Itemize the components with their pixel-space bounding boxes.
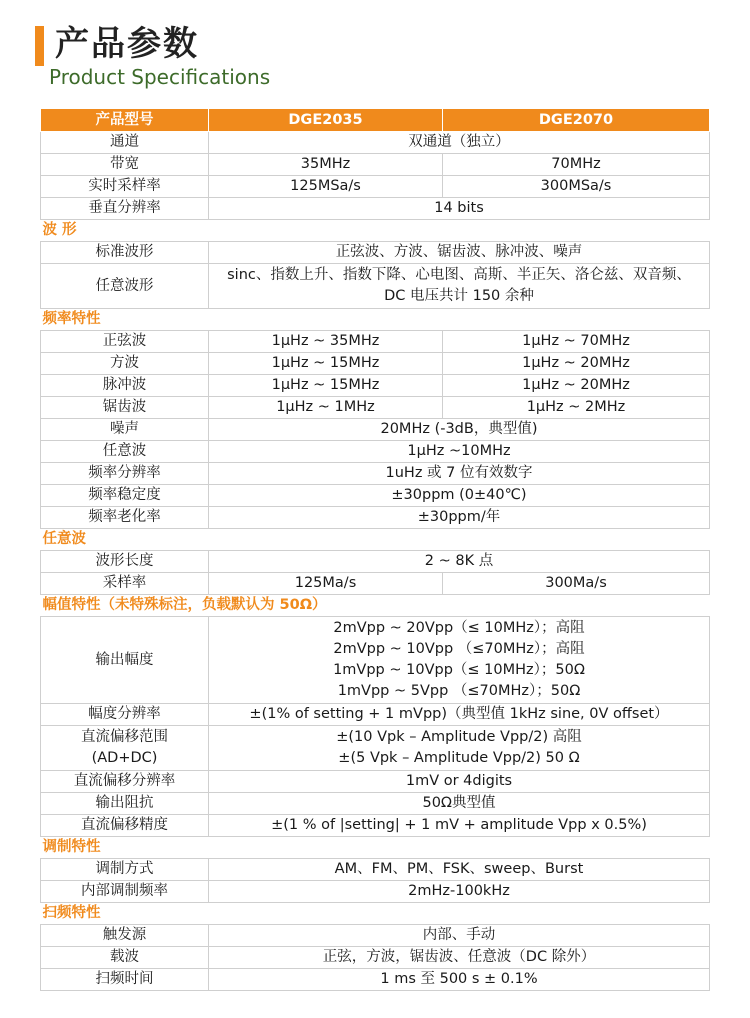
row-value: AM、FM、PM、FSK、sweep、Burst — [209, 859, 710, 881]
row-value: 内部、手动 — [209, 925, 710, 947]
row-value: 1 ms 至 500 s ± 0.1% — [209, 969, 710, 991]
value-line: 1mVpp ~ 5Vpp （≤70MHz）；50Ω — [337, 683, 581, 699]
row-label: 内部调制频率 — [41, 881, 209, 903]
row-value-a: 125MSa/s — [209, 176, 443, 198]
row-value: ±30ppm (0±40℃) — [209, 485, 710, 507]
row-value: ±30ppm/年 — [209, 507, 710, 529]
table-row — [41, 793, 710, 815]
table-row — [41, 176, 710, 198]
table-row — [41, 573, 710, 595]
row-label: 频率老化率 — [41, 507, 209, 529]
spec-table — [40, 108, 710, 991]
table-header-row — [41, 109, 710, 132]
row-label: 带宽 — [41, 154, 209, 176]
section-title-arbitrary: 任意波 — [41, 529, 710, 551]
table-row — [41, 375, 710, 397]
section-row — [41, 309, 710, 331]
row-value-a: 125Ma/s — [209, 573, 443, 595]
row-value: ±(1% of setting + 1 mVpp)（典型值 1kHz sine, 0V offset） — [209, 704, 710, 726]
table-row — [41, 859, 710, 881]
value-line: ±(10 Vpk – Amplitude Vpp/2) 高阻 — [336, 729, 582, 745]
row-value: 2mHz-100kHz — [209, 881, 710, 903]
row-label: 直流偏移精度 — [41, 815, 209, 837]
table-row — [41, 925, 710, 947]
row-value: 50Ω典型值 — [209, 793, 710, 815]
row-value-a: 1μHz ~ 1MHz — [209, 397, 443, 419]
value-line: sinc、指数上升、指数下降、心电图、高斯、半正矢、洛仑兹、双音频、 — [227, 267, 691, 283]
page-subtitle: Product Specifications — [49, 65, 271, 89]
section-row — [41, 903, 710, 925]
table-row — [41, 397, 710, 419]
section-row — [41, 529, 710, 551]
section-row — [41, 595, 710, 617]
table-row — [41, 704, 710, 726]
row-value: 20MHz (-3dB，典型值) — [209, 419, 710, 441]
row-label: 锯齿波 — [41, 397, 209, 419]
table-row — [41, 353, 710, 375]
row-value: 1μHz ~10MHz — [209, 441, 710, 463]
row-label: 脉冲波 — [41, 375, 209, 397]
section-title-waveform: 波 形 — [41, 220, 710, 242]
value-line: DC 电压共计 150 余种 — [384, 288, 534, 304]
table-row — [41, 617, 710, 704]
row-label: 正弦波 — [41, 331, 209, 353]
row-value — [209, 617, 710, 704]
row-label: 标准波形 — [41, 242, 209, 264]
row-label: 频率稳定度 — [41, 485, 209, 507]
row-label: 任意波形 — [41, 264, 209, 309]
row-label: 幅度分辨率 — [41, 704, 209, 726]
row-label: 采样率 — [41, 573, 209, 595]
row-value-b: 1μHz ~ 20MHz — [443, 375, 710, 397]
value-line: 2mVpp ~ 20Vpp（≤ 10MHz）；高阻 — [333, 620, 585, 636]
row-value: ±(1 % of |setting| + 1 mV + amplitude Vpp x 0.5%) — [209, 815, 710, 837]
row-label: 载波 — [41, 947, 209, 969]
row-label: 方波 — [41, 353, 209, 375]
table-row — [41, 441, 710, 463]
row-value-a: 1μHz ~ 35MHz — [209, 331, 443, 353]
row-label: 通道 — [41, 132, 209, 154]
row-label: 任意波 — [41, 441, 209, 463]
table-row — [41, 154, 710, 176]
row-value-a: 35MHz — [209, 154, 443, 176]
col-header-model: 产品型号 — [41, 109, 209, 132]
row-label: 实时采样率 — [41, 176, 209, 198]
row-label: 输出阻抗 — [41, 793, 209, 815]
section-title-modulation: 调制特性 — [41, 837, 710, 859]
section-row — [41, 220, 710, 242]
row-value: 双通道（独立） — [209, 132, 710, 154]
row-label: 输出幅度 — [41, 617, 209, 704]
col-header-dge2070: DGE2070 — [443, 109, 710, 132]
table-row — [41, 881, 710, 903]
section-title-sweep: 扫频特性 — [41, 903, 710, 925]
row-value: 14 bits — [209, 198, 710, 220]
row-value: 1mV or 4digits — [209, 771, 710, 793]
page-title: 产品参数 — [55, 24, 199, 64]
table-row — [41, 132, 710, 154]
table-row — [41, 419, 710, 441]
table-row — [41, 507, 710, 529]
row-value: 1uHz 或 7 位有效数字 — [209, 463, 710, 485]
row-value — [209, 726, 710, 771]
table-row — [41, 551, 710, 573]
row-label — [41, 726, 209, 771]
row-value-b: 1μHz ~ 70MHz — [443, 331, 710, 353]
section-title-amplitude: 幅值特性（未特殊标注，负载默认为 50Ω） — [41, 595, 710, 617]
value-line: 1mVpp ~ 10Vpp（≤ 10MHz）；50Ω — [333, 662, 585, 678]
section-title-frequency: 频率特性 — [41, 309, 710, 331]
row-value-b: 300MSa/s — [443, 176, 710, 198]
page-header — [35, 18, 715, 88]
row-value-b: 300Ma/s — [443, 573, 710, 595]
table-row — [41, 771, 710, 793]
row-label: 垂直分辨率 — [41, 198, 209, 220]
value-line: 2mVpp ~ 10Vpp （≤70MHz）；高阻 — [333, 641, 585, 657]
row-label: 触发源 — [41, 925, 209, 947]
table-row — [41, 969, 710, 991]
table-row — [41, 242, 710, 264]
row-label: 扫频时间 — [41, 969, 209, 991]
title-accent-bar — [35, 26, 44, 66]
table-row — [41, 198, 710, 220]
row-value — [209, 264, 710, 309]
row-value: 正弦波、方波、锯齿波、脉冲波、噪声 — [209, 242, 710, 264]
row-label: 噪声 — [41, 419, 209, 441]
table-row — [41, 947, 710, 969]
row-label: 波形长度 — [41, 551, 209, 573]
table-row — [41, 815, 710, 837]
table-row — [41, 331, 710, 353]
row-value: 2 ~ 8K 点 — [209, 551, 710, 573]
table-row — [41, 485, 710, 507]
label-line: (AD+DC) — [91, 750, 158, 766]
row-value-a: 1μHz ~ 15MHz — [209, 353, 443, 375]
col-header-dge2035: DGE2035 — [209, 109, 443, 132]
table-row — [41, 463, 710, 485]
row-label: 调制方式 — [41, 859, 209, 881]
table-row — [41, 726, 710, 771]
row-label: 直流偏移分辨率 — [41, 771, 209, 793]
row-value-b: 1μHz ~ 20MHz — [443, 353, 710, 375]
row-value-b: 70MHz — [443, 154, 710, 176]
row-value-b: 1μHz ~ 2MHz — [443, 397, 710, 419]
section-row — [41, 837, 710, 859]
row-value: 正弦，方波，锯齿波、任意波（DC 除外） — [209, 947, 710, 969]
value-line: ±(5 Vpk – Amplitude Vpp/2) 50 Ω — [338, 750, 580, 766]
table-row — [41, 264, 710, 309]
row-label: 频率分辨率 — [41, 463, 209, 485]
label-line: 直流偏移范围 — [81, 729, 168, 745]
row-value-a: 1μHz ~ 15MHz — [209, 375, 443, 397]
